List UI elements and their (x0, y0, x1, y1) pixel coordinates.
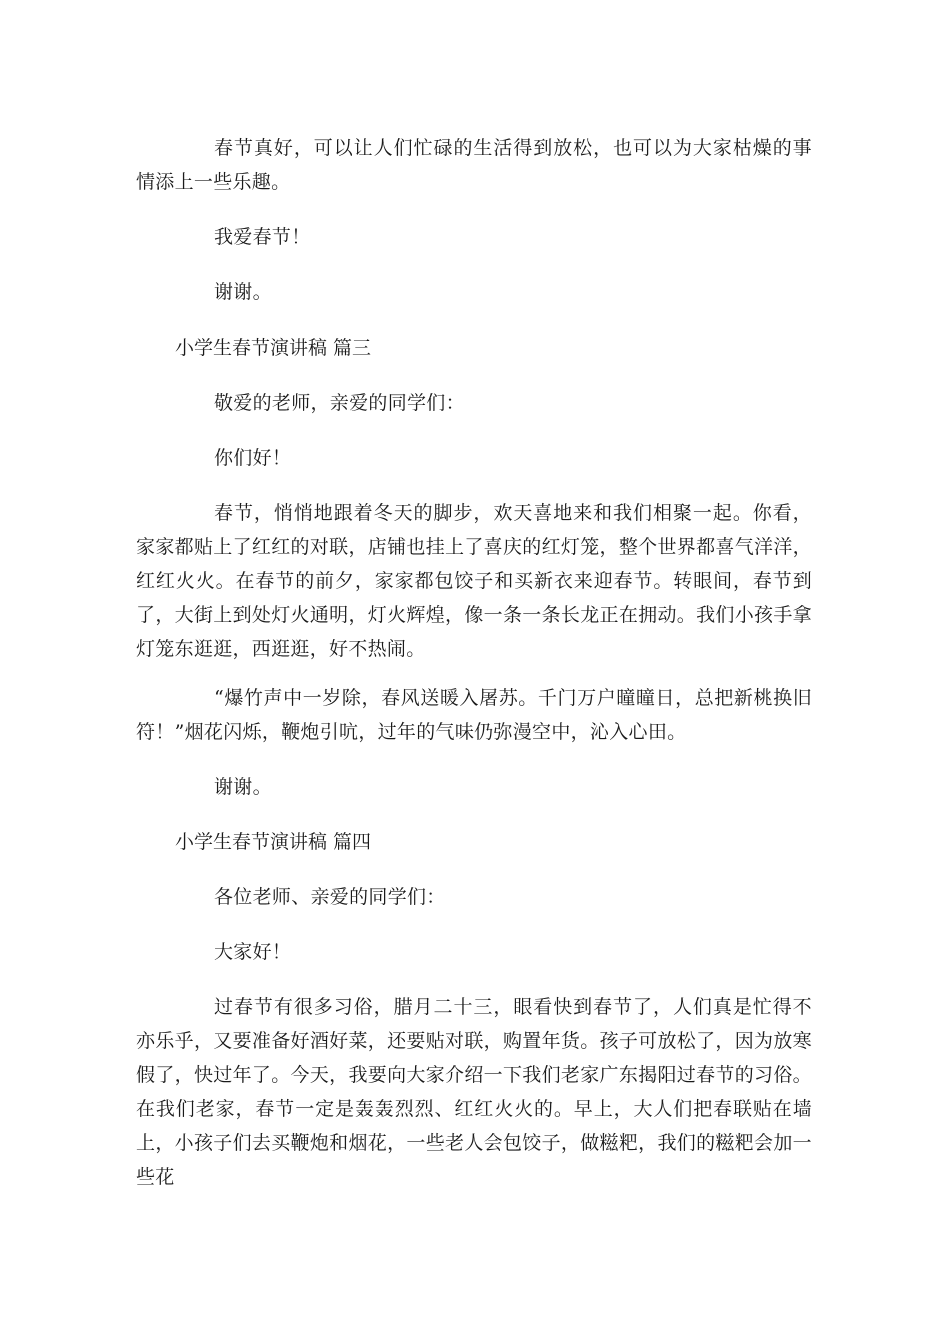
paragraph-spring-festival-good: 春节真好，可以让人们忙碌的生活得到放松，也可以为大家枯燥的事情添上一些乐趣。 (136, 137, 812, 193)
paragraph-thanks-1: 谢谢。 (214, 281, 272, 303)
paragraph-poem-firecrackers: “爆竹声中一岁除，春风送暖入屠苏。千门万户曈曈日，总把新桃换旧符！”烟花闪烁，鞭炮引吭，过年的气味仍弥漫空中，沁入心田。 (136, 687, 812, 743)
paragraph-i-love-spring-festival: 我爱春节！ (214, 226, 311, 248)
section-heading-part-four: 小学生春节演讲稿 篇四 (175, 831, 372, 853)
paragraph-thanks-2: 谢谢。 (214, 776, 272, 798)
section-heading-part-three: 小学生春节演讲稿 篇三 (175, 337, 372, 359)
paragraph-greeting-teachers-1: 敬爱的老师，亲爱的同学们： (214, 392, 465, 414)
paragraph-spring-festival-customs: 过春节有很多习俗，腊月二十三，眼看快到春节了，人们真是忙得不亦乐乎，又要准备好酒好菜，还要贴对联，购置年货。孩子可放松了，因为放寒假了，快过年了。今天，我要向大家介绍一下我们老家广东揭阳过春节的习俗。在我们老家，春节一定是轰轰烈烈、红红火火的。早上，大人们把春联贴在墙上，小孩子们去买鞭炮和烟花，一些老人会包饺子，做糍粑，我们的糍粑会加一些花 (136, 996, 812, 1188)
paragraph-hello-2: 大家好！ (214, 941, 292, 963)
paragraph-hello-1: 你们好！ (214, 447, 292, 469)
paragraph-greeting-teachers-2: 各位老师、亲爱的同学们： (214, 886, 446, 908)
paragraph-spring-festival-arrives: 春节，悄悄地跟着冬天的脚步，欢天喜地来和我们相聚一起。你看，家家都贴上了红红的对联，店铺也挂上了喜庆的红灯笼，整个世界都喜气洋洋，红红火火。在春节的前夕，家家都包饺子和买新衣来迎春节。转眼间，春节到了，大街上到处灯火通明，灯火辉煌，像一条一条长龙正在拥动。我们小孩手拿灯笼东逛逛，西逛逛，好不热闹。 (136, 502, 812, 660)
